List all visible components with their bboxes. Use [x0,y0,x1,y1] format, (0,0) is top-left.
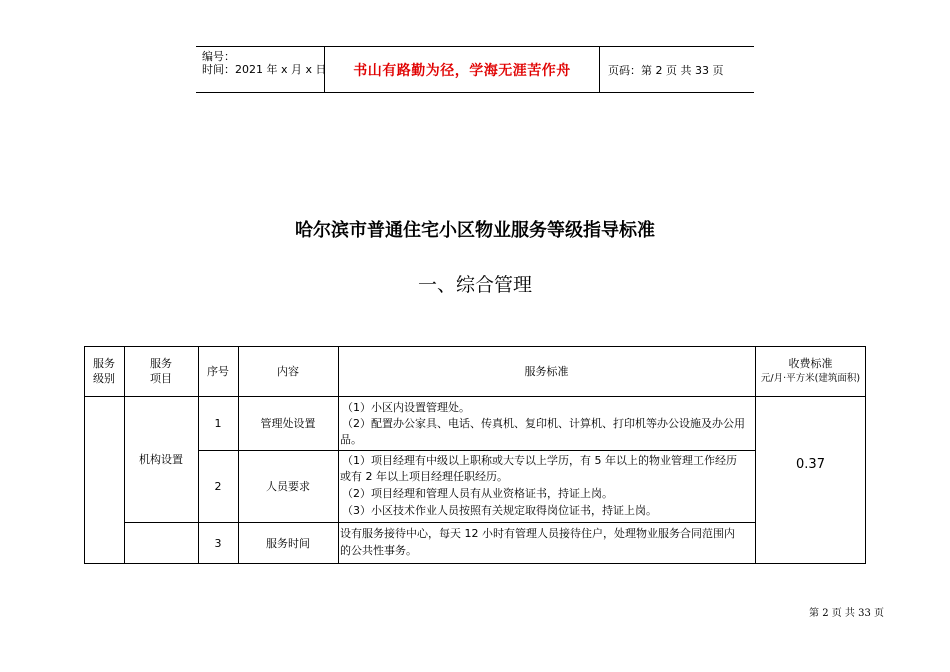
standard-line: （1）小区内设置管理处。 [342,401,470,414]
document-title: 哈尔滨市普通住宅小区物业服务等级指导标准 [295,220,655,241]
header-seq [198,346,238,396]
header-meta [196,47,325,92]
motto: 书山有路勤为径，学海无涯苦作舟 [353,62,571,79]
standard-line: （2）项目经理和管理人员有从业资格证书，持证上岗。 [342,487,613,500]
header-text: 序号 [207,364,229,378]
header-service-level [84,346,124,396]
header-text: 服务 [93,357,115,370]
header-text: 收费标准 [788,357,833,370]
standard-line: 设有服务接待中心，每天 12 小时有管理人员接待住户，处理物业服务合同范围内 [340,527,735,540]
header-text: 服务标准 [524,364,569,378]
standard-line: 的公共性事务。 [340,544,417,557]
standard-line: 或有 2 年以上项目经理任职经历。 [340,470,508,483]
fee-value: 0.37 [796,456,825,472]
header-standard [338,346,755,396]
standard-line: （2）配置办公家具、电话、传真机、复印机、计算机、打印机等办公设施及办公用 [342,417,745,430]
seq-text: 3 [214,536,222,550]
standard-line: （3）小区技术作业人员按照有关规定取得岗位证书，持证上岗。 [342,504,657,517]
standard-line: （1）项目经理有中级以上职称或大专以上学历，有 5 年以上的物业管理工作经历 [342,454,737,467]
header-fee [755,346,866,396]
content-text: 人员要求 [266,479,310,493]
header-content [238,346,338,396]
seq-text: 1 [214,416,222,430]
service-standard-table [84,346,866,564]
service-item-cell [124,396,198,522]
header-text: 元/月·平方米(建筑面积) [760,373,861,384]
header-text: 级别 [93,372,115,385]
fee-cell [755,396,866,564]
header-text: 内容 [277,364,299,378]
seq-text: 2 [214,479,222,493]
row-content [238,396,338,450]
row-seq [198,522,238,564]
header-page-cell [600,47,754,92]
row-seq [198,450,238,522]
row-content [238,522,338,564]
service-item-name: 机构设置 [139,452,183,466]
content-text: 服务时间 [266,536,310,550]
page-footer: 第 2 页 共 33 页 [809,608,884,619]
row-content [238,450,338,522]
time-label: 时间：2021 年 x 月 x 日 [202,63,327,76]
page-info: 页码：第 2 页 共 33 页 [608,63,724,77]
content-text: 管理处设置 [260,416,316,430]
section-title: 一、综合管理 [417,274,532,296]
row-seq [198,396,238,450]
standard-line: 品。 [340,433,362,446]
header-text: 项目 [150,372,172,385]
header-service-item [124,346,198,396]
page-header [196,46,754,93]
header-motto-cell [325,47,600,92]
header-text: 服务 [150,357,172,370]
number-label: 编号： [202,50,235,63]
